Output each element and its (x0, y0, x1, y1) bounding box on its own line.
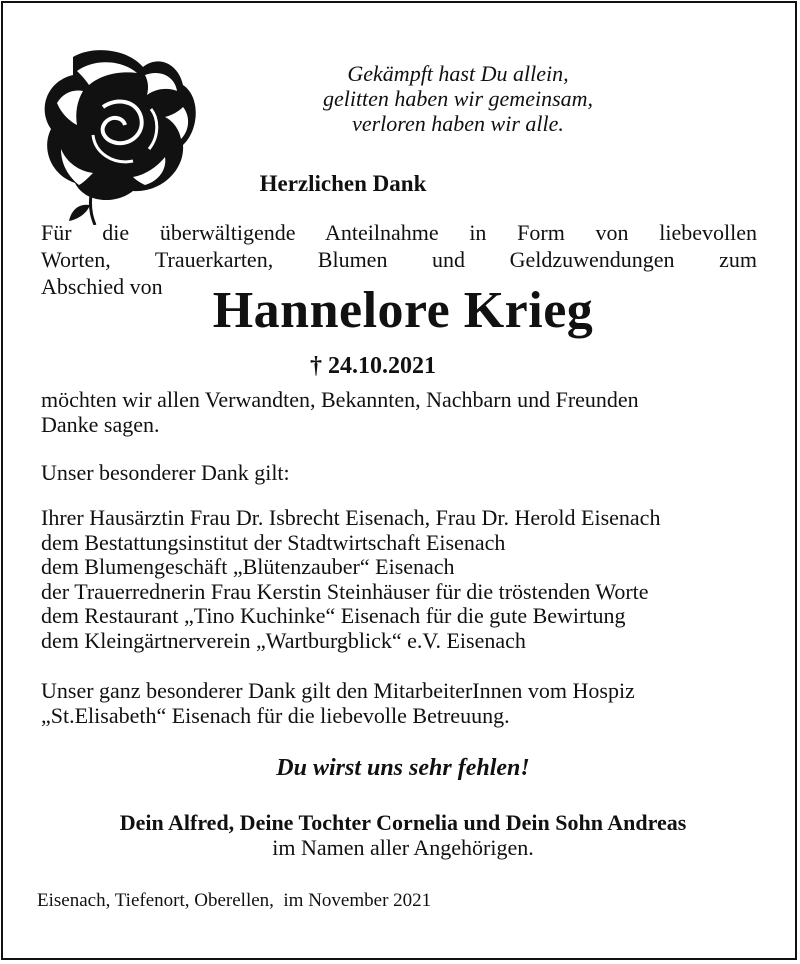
thanks-all-line: möchten wir allen Verwandten, Bekannten, Nachbarn und Freunden (41, 387, 639, 412)
hospice-line: Unser ganz besonderer Dank gilt den MitarbeiterInnen vom Hospiz (41, 678, 635, 703)
list-item: der Trauerrednerin Frau Kerstin Steinhäuser für die tröstenden Worte (41, 578, 649, 604)
signature-names: Dein Alfred, Deine Tochter Cornelia und Dein Sohn Andreas (119, 810, 687, 835)
list-item: Ihrer Hausärztin Frau Dr. Isbrecht Eisenach, Frau Dr. Herold Eisenach (41, 505, 661, 530)
obituary-card (1, 1, 797, 960)
thanks-all-text (41, 388, 771, 437)
poem-line: verloren haben wir alle. (352, 111, 564, 136)
rose-icon (33, 45, 203, 225)
list-item: dem Blumengeschäft „Blütenzauber“ Eisenach (41, 554, 455, 579)
hospice-line: „St.Elisabeth“ Eisenach für die liebevolle Betreuung. (41, 702, 510, 728)
intro-line: Für die überwältigende Anteilnahme in Form von liebevollen (41, 220, 757, 245)
signature-subline: im Namen aller Angehörigen. (272, 835, 534, 860)
hospice-thanks (41, 679, 771, 728)
intro-line: Worten, Trauerkarten, Blumen und Geldzuwendungen zum (41, 247, 757, 272)
signatures (3, 810, 800, 860)
intro-line: Abschied von (41, 274, 163, 299)
poem-line: gelitten haben wir gemeinsam, (322, 86, 594, 111)
list-item: dem Restaurant „Tino Kuchinke“ Eisenach für die gute Bewirtung (41, 603, 626, 628)
death-date: † 24.10.2021 (310, 353, 436, 379)
poem (293, 61, 623, 136)
farewell-line: Du wirst uns sehr fehlen! (276, 755, 530, 781)
deceased-name: Hannelore Krieg (212, 282, 594, 339)
thanks-all-line: Danke sagen. (41, 411, 160, 437)
list-item: dem Kleingärtnerverein „Wartburgblick“ e.V. Eisenach (41, 627, 526, 653)
special-thanks-list (41, 506, 771, 653)
poem-line: Gekämpft hast Du allein, (347, 61, 569, 86)
place-date: Eisenach, Tiefenort, Oberellen, im November 2021 (37, 890, 432, 911)
list-item: dem Bestattungsinstitut der Stadtwirtschaft Eisenach (41, 529, 506, 555)
special-thanks-heading: Unser besonderer Dank gilt: (41, 460, 290, 485)
thanks-heading: Herzlichen Dank (259, 171, 427, 196)
